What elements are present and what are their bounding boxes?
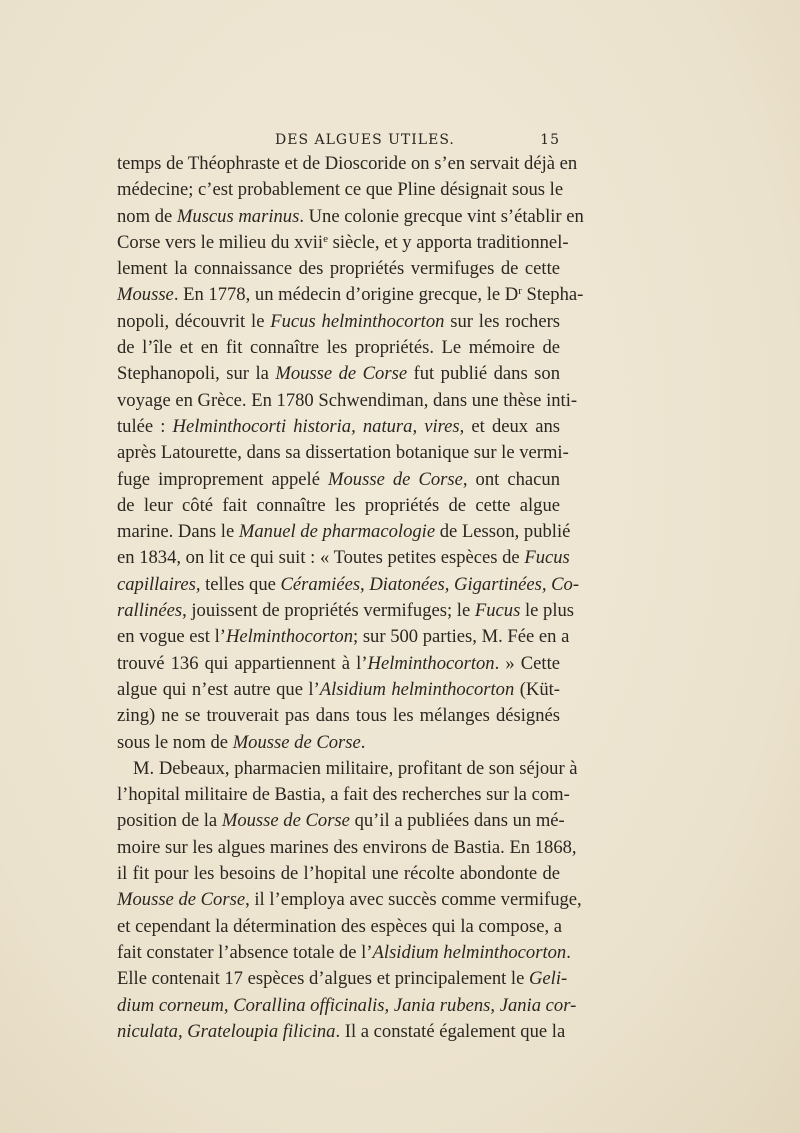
text-segment: , il l’employa avec succès comme vermifuge,: [245, 889, 582, 911]
text-segment: il fit pour les besoins de l’hopital une récolte abondonte de: [117, 863, 560, 885]
italic-text: dium corneum, Corallina officinalis, Jania rubens, Jania cor-: [117, 994, 577, 1016]
text-line: [117, 677, 560, 703]
text-segment: de leur côté fait connaître les propriétés de cette algue: [117, 494, 560, 516]
italic-text: Muscus marinus: [176, 205, 300, 227]
text-segment: .: [360, 731, 366, 753]
text-segment: algue qui n’est autre que l’: [117, 678, 320, 700]
text-segment: de l’île et en fit connaître les propriétés. Le mémoire de: [117, 337, 560, 359]
text-segment: position de la: [117, 810, 222, 832]
text-segment: en vogue est l’: [117, 626, 226, 648]
text-line: [117, 966, 568, 992]
text-line: [117, 230, 569, 256]
text-line: [117, 1019, 566, 1045]
italic-text: Mousse de Corse: [328, 468, 463, 490]
text-segment: nopoli, découvrit le: [117, 310, 271, 332]
text-segment: marine. Dans le: [117, 521, 239, 543]
italic-text: Alsidium helminthocorton: [372, 941, 567, 963]
text-line: [117, 335, 560, 361]
text-line: [117, 572, 580, 598]
text-segment: siècle, et y apporta traditionnel-: [327, 231, 569, 253]
text-segment: , ont chacun: [462, 468, 561, 490]
text-line: [117, 493, 560, 519]
text-segment: . Une colonie grecque vint s’établir en: [299, 205, 584, 227]
text-line: [117, 940, 571, 966]
text-segment: temps de Théophraste et de Dioscoride on s’en servait déjà en: [117, 153, 578, 174]
text-segment: qu’il a publiées dans un mé-: [349, 810, 565, 832]
italic-text: Manuel de pharmacologie: [238, 521, 436, 543]
italic-text: Mousse de Corse: [221, 810, 350, 832]
text-line: [117, 703, 560, 729]
text-line: [117, 861, 560, 887]
text-segment: l’hopital militaire de Bastia, a fait des recherches sur la com-: [117, 784, 570, 806]
text-segment: moire sur les algues marines des environs de Bastia. En 1868,: [117, 836, 577, 858]
text-segment: , telles que: [195, 573, 281, 595]
text-segment: sous le nom de: [117, 731, 233, 753]
text-segment: après Latourette, dans sa dissertation botanique sur le vermi-: [117, 442, 569, 464]
text-segment: , et deux ans: [459, 415, 560, 437]
text-segment: voyage en Grèce. En 1780 Schwendiman, dans une thèse inti-: [117, 389, 578, 411]
text-segment: (Küt-: [514, 678, 560, 700]
text-segment: . Il a constaté également que la: [335, 1020, 566, 1042]
text-line: [117, 414, 560, 440]
text-line: [117, 282, 584, 308]
text-segment: en 1834, on lit ce qui suit : « Toutes petites espèces de: [117, 547, 525, 569]
italic-text: Alsidium helminthocorton: [319, 678, 515, 700]
italic-text: Helminthocorton: [367, 652, 495, 674]
italic-text: Fucus: [474, 600, 521, 622]
text-segment: Elle contenait 17 espèces d’algues et principalement le: [117, 968, 529, 990]
text-line: [117, 440, 569, 466]
text-line: [117, 361, 560, 387]
text-line: [117, 887, 582, 913]
text-line: [117, 545, 570, 571]
italic-text: niculata, Grateloupia filicina: [117, 1020, 336, 1042]
text-line: [117, 204, 584, 230]
running-title: DES ALGUES UTILES.: [275, 132, 455, 148]
text-line: [117, 651, 560, 677]
italic-text: rallinées: [117, 600, 183, 622]
italic-text: Fucus: [524, 547, 570, 569]
italic-text: Fucus helminthocorton: [270, 310, 445, 332]
text-line: [117, 598, 575, 624]
text-segment: M. Debeaux, pharmacien militaire, profitant de son séjour à: [133, 757, 578, 779]
text-segment: lement la connaissance des propriétés vermifuges de cette: [117, 258, 560, 280]
text-segment: Stepha-: [521, 284, 584, 306]
text-segment: fut publié dans son: [407, 363, 561, 385]
text-segment: ; sur 500 parties, M. Fée en a: [353, 626, 570, 648]
italic-text: Geli-: [529, 968, 568, 990]
text-segment: . » Cette: [494, 652, 560, 674]
text-line: [117, 756, 578, 782]
text-line: [117, 177, 564, 203]
text-line: [117, 519, 571, 545]
text-segment: et cependant la détermination des espèces qui la compose, a: [117, 915, 563, 937]
italic-text: Mousse de Corse: [275, 363, 408, 385]
text-segment: tulée :: [117, 415, 173, 437]
italic-text: Mousse: [117, 284, 174, 306]
page-number: 15: [540, 132, 560, 148]
text-segment: fait constater l’absence totale de l’: [117, 941, 373, 963]
text-segment: zing) ne se trouverait pas dans tous les mélanges désignés: [117, 705, 560, 727]
text-line: [117, 256, 560, 282]
text-line: [117, 388, 578, 414]
text-segment: .: [566, 941, 571, 963]
text-segment: sur les rochers: [444, 310, 560, 332]
text-segment: trouvé 136 qui appartiennent à l’: [117, 652, 368, 674]
text-line: [117, 624, 570, 650]
text-line: [117, 808, 565, 834]
text-segment: Stephanopoli, sur la: [117, 363, 276, 385]
text-line: [117, 835, 577, 861]
text-segment: fuge improprement appelé: [117, 468, 329, 490]
superscript: r: [518, 285, 522, 298]
text-segment: de Lesson, publié: [435, 521, 571, 543]
text-segment: médecine; c’est probablement ce que Pline désignait sous le: [117, 179, 564, 201]
text-segment: . En 1778, un médecin d’origine grecque, le D: [173, 284, 519, 306]
italic-text: Helminthocorti historia, natura, vires: [172, 415, 460, 437]
text-segment: le plus: [520, 600, 575, 622]
body-text: [117, 151, 584, 1045]
text-line: [117, 914, 563, 940]
italic-text: Mousse de Corse: [117, 889, 246, 911]
italic-text: capillaires: [117, 573, 196, 595]
text-segment: nom de: [117, 205, 177, 227]
italic-text: Céramiées, Diatonées, Gigartinées, Co-: [280, 573, 580, 595]
text-segment: Corse vers le milieu du xvii: [117, 231, 324, 253]
text-segment: , jouissent de propriétés vermifuges; le: [182, 600, 475, 622]
text-line: [117, 730, 560, 756]
superscript: e: [323, 232, 328, 245]
italic-text: Helminthocorton: [225, 626, 353, 648]
text-line: [117, 993, 577, 1019]
text-line: [117, 309, 560, 335]
text-line: [117, 151, 578, 177]
italic-text: Mousse de Corse: [232, 731, 361, 753]
text-line: [117, 467, 560, 493]
text-line: [117, 782, 570, 808]
